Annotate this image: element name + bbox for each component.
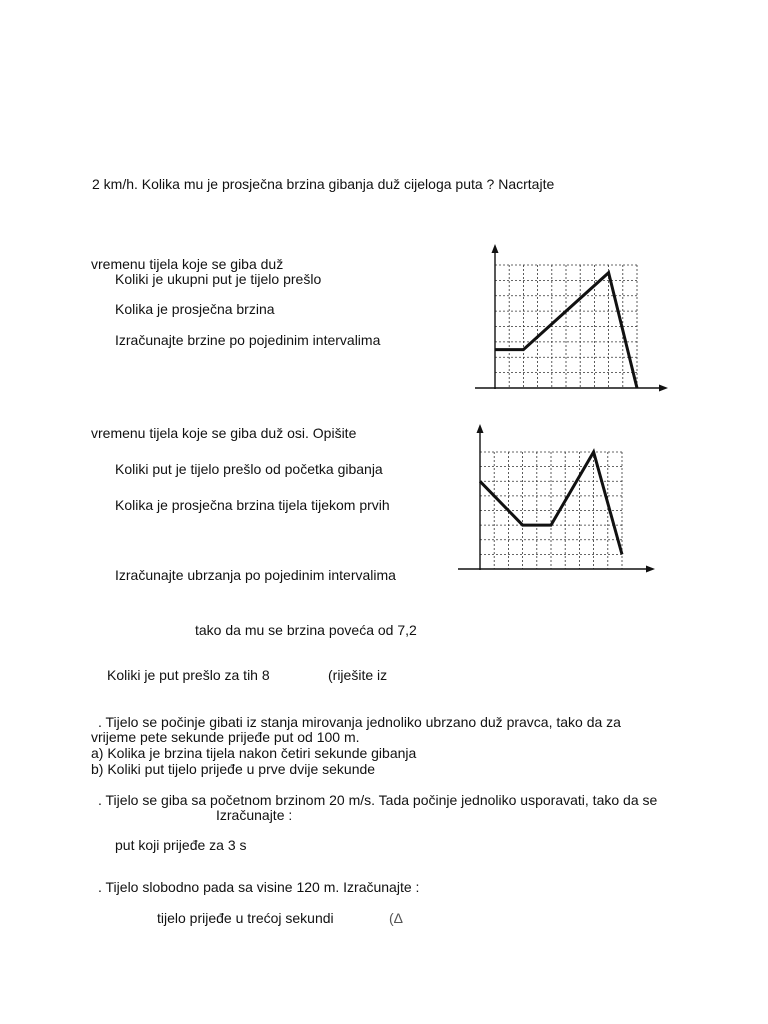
text-line-7: Koliki put je tijelo prešlo od početka gibanja [115, 461, 383, 477]
text-line-20: . Tijelo slobodno pada sa visine 120 m. Izračunajte : [98, 879, 420, 895]
graph-2-x-axis-arrow [646, 566, 655, 573]
text-line-17: . Tijelo se giba sa početnom brzinom 20 m/s. Tada počinje jednoliko usporavati, tako da se [98, 792, 658, 808]
text-line-16: b) Koliki put tijelo prijeđe u prve dvije sekunde [91, 761, 376, 777]
graph-2-series-line [480, 452, 622, 554]
text-line-2: vremenu tijela koje se giba duž [91, 256, 284, 272]
text-line-13: . Tijelo se počinje gibati iz stanja mirovanja jednoliko ubrzano duž pravca, tako da za [98, 714, 621, 730]
graph-2-y-axis-arrow [477, 424, 484, 433]
text-line-15: a) Kolika je brzina tijela nakon četiri sekunde gibanja [91, 745, 417, 761]
text-line-10: tako da mu se brzina poveća od 7,2 [195, 622, 417, 638]
text-line-3: Koliki je ukupni put je tijelo prešlo [115, 271, 322, 287]
text-line-14: vrijeme pete sekunde prijeđe put od 100 m. [91, 729, 360, 745]
text-line-12: (riješite iz [328, 667, 388, 683]
text-line-22: (Δ [389, 910, 404, 926]
text-line-1: 2 km/h. Kolika mu je prosječna brzina gibanja duž cijeloga puta ? Nacrtajte [92, 176, 555, 192]
text-line-18: Izračunajte : [216, 807, 293, 823]
graph-1-x-axis-arrow [659, 385, 668, 392]
text-line-4: Kolika je prosječna brzina [115, 301, 275, 317]
text-line-19: put koji prijeđe za 3 s [115, 837, 247, 853]
text-line-21: tijelo prijeđe u trećoj sekundi [157, 910, 334, 926]
graph-1-y-axis-arrow [492, 244, 499, 253]
text-line-9: Izračunajte ubrzanja po pojedinim intervalima [115, 567, 396, 583]
text-line-5: Izračunajte brzine po pojedinim intervalima [115, 332, 381, 348]
text-line-11: Koliki je put prešlo za tih 8 [107, 667, 270, 683]
text-line-6: vremenu tijela koje se giba duž osi. Opišite [91, 425, 357, 441]
text-line-8: Kolika je prosječna brzina tijela tijekom prvih [115, 497, 390, 513]
